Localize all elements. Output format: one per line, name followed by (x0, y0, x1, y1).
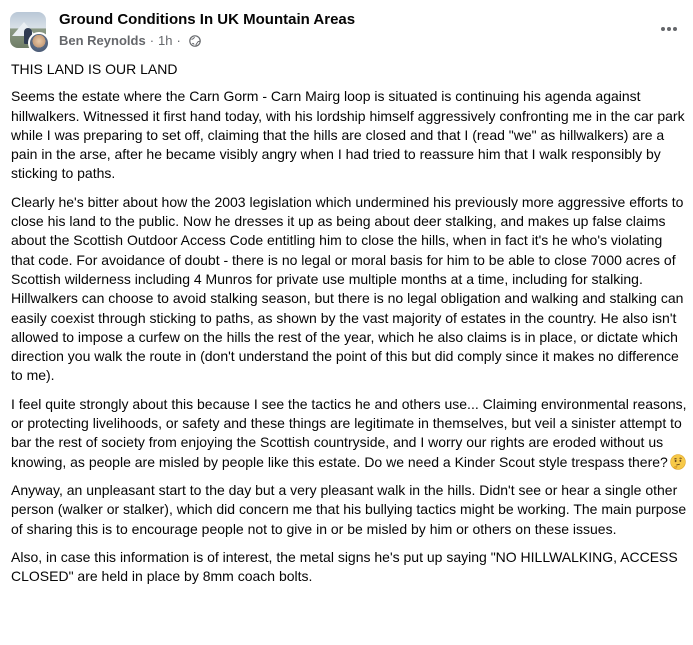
post-paragraph-2: Clearly he's bitter about how the 2003 legislation which undermined his previously more aggressive efforts to close his land to the public. Now he dresses it up as being about deer stalking, and makes up false claims about the Scottish Outdoor Access Code entitling him to close the hills, when in fact it's he who's violating that code. For avoidance of doubt - there is no legal or moral basis for him to be able to close 7000 acres of Scottish wilderness including 4 Munros for private use multiple months at a time, including for stalking. Hillwalkers can choose to avoid stalking season, but there is no legal obligation and walking and stalking can easily coexist through sticking to paths, as shown by the vast majority of estates in the country. He also isn't allowed to impose a curfew on the hills the rest of the year, which he also claims is in place, or dictate which direction you walk the route in (don't understand the point of this but did comply since it makes no difference to me). (11, 193, 684, 384)
post-timestamp-link[interactable]: 1h (158, 33, 173, 48)
post-paragraph-4: Anyway, an unpleasant start to the day but a very pleasant walk in the hills. Didn't see or hear a single other person (walker or stalker), which did concern me that his bullying tactics might be working. The main purpose of sharing this is to encourage people not to give in or be misled by him or others on these issues. (11, 481, 687, 537)
post-header (0, 0, 693, 58)
thinking-face-icon (670, 454, 686, 470)
meta-separator-2: · (176, 33, 181, 48)
post-paragraph-3: I feel quite strongly about this because I see the tactics he and others use... Claiming environmental reasons, or protecting livelihoods, or safety and these things are legitimate in themselves, but veil a sinister attempt to bar the rest of society from enjoying the Scottish countryside, and I worry our rights are eroded without us knowing, as people are misled by people like this estate. Do we need a Kinder Scout style trespass there? (11, 395, 687, 470)
post-body (11, 60, 687, 595)
globe-icon[interactable] (189, 35, 201, 47)
post-paragraph-3-wrap (11, 395, 687, 472)
post-paragraph-1: Seems the estate where the Carn Gorm - Carn Mairg loop is situated is continuing his agenda against hillwalkers. Witnessed it first hand today, with his lordship himself aggressively confronting me in the car park while I was preparing to set off, claiming that the hills are closed and that I (read "we" as hillwalkers) are a pain in the arse, after he became visibly angry when I had tried to reassure him that I walk responsibly by sticking to paths. (11, 88, 685, 182)
post-meta (59, 33, 201, 48)
meta-separator: · (149, 33, 155, 48)
post-paragraph-5: Also, in case this information is of interest, the metal signs he's put up saying "NO HILLWALKING, ACCESS CLOSED" are held in place by 8mm coach bolts. (11, 548, 678, 585)
post-title: THIS LAND IS OUR LAND (11, 61, 178, 77)
more-options-button[interactable] (655, 14, 683, 42)
more-options-icon (660, 19, 678, 37)
author-name-link[interactable]: Ben Reynolds (59, 33, 146, 48)
group-name-link[interactable]: Ground Conditions In UK Mountain Areas (59, 11, 356, 28)
author-avatar[interactable] (28, 32, 50, 54)
avatar-stack[interactable] (10, 12, 50, 52)
